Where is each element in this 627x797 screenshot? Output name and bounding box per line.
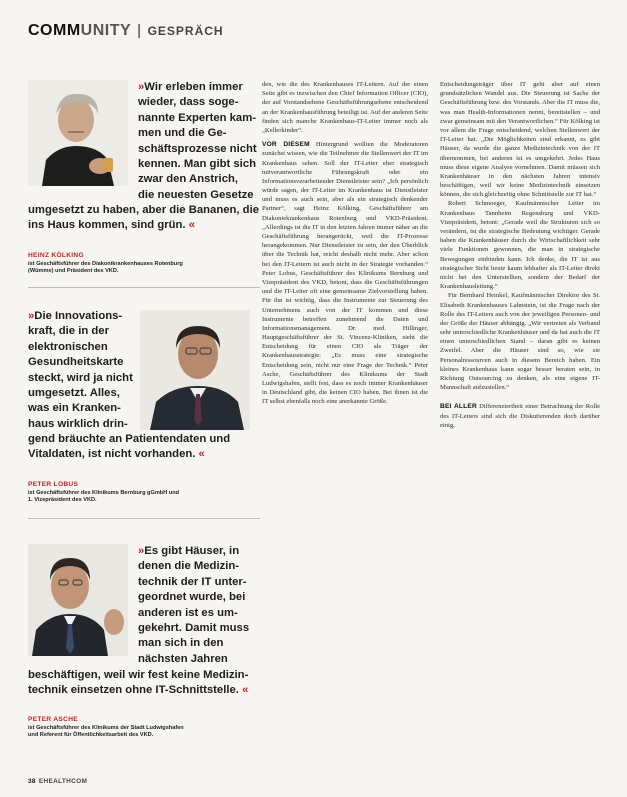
quote-line: man sich in den [138,637,224,650]
article-paragraph: Für Bernhard Heinkel, Kaufmännischer Direktor des St. Elisabeth Krankenhauses Lahnstein, ist die Frage nach der Rolle des IT-Leiters auch von der jeweiligen Personen- und der Größe der Häuser abhängig. „Wir vertreten als Verband sehr unterschiedliche Krankenhäuser und da hat auch die IT einen unterschiedlichen Stand – daran gibt es keinen Zweifel. Aber die Häuser sind so, wie sie Personalressourcen auch in diesem Bereich haben. Ein kleines Krankenhaus kann sogar besser beraten sein, in Richtung Outsourcing zu denken, als eine eigene IT-Mannschaft aufzustellen.“ [440,292,600,392]
quote-lobus-tail [28,432,260,463]
quote-line: wieder, dass soge- [138,96,239,109]
quote-line: geordnet wurde, bei [138,591,246,604]
quote-line: haus wirklich drin- [28,417,128,430]
quote-line: beschäftigen, weil wir fest keine Medizin- [28,669,249,681]
quote-line: nannte Experten kam- [138,111,257,124]
quote-line: Die Innovations- [34,310,123,322]
speaker-name-koelking: HEINZ KÖLKING [28,252,84,259]
quote-line: Es gibt Häuser, in [144,545,240,557]
open-quote-icon: » [138,81,145,93]
article-paragraph: VOR DIESEM Hintergrund wollten die Moderatoren zunächst wissen, wie die Teilnehmer die Stellenwert der IT im Krankenhaus sehen. Soll der IT-Leiter eher strategisch mitverantwortliche Führungskraft oder ein Informationsverarbeitender Dienstleister sein? „Ich persönlich würde sagen, der IT-Leiter im Krankenhaus ist Dienstleister und muss es auch sein, aber als ein strategisch denkender Partner“, sagt Heinz Kölking, Geschäftsführer am Diakoniekrankenhaus Rotenburg und VKD-Präsident. „Allerdings ist die IT in den letzten Jahren immer näher an die Geschäftsführung herangerückt, weil die IT-Prozesse herangekommen. Nur Dienstleister zu sein, der den Überblick über die Technik hat, reicht deshalb nicht mehr. Aber schon bei den IT-Leitern ist auch nicht in der Strategie vorhanden.“ Peter Lobus, Geschäftsführer des Klinikums Bernburg und Vizepräsident des VKD, betont, dass die Geschäftsführungen und die IT-Leiter oft eine gemeinsame Zielvorstellung haben. Für ihn ist wichtig, dass die Instrumente zur Steuerung des Unternehmens auch von der IT kommen und diese Instrumente betreffen zunehmend die Daten und Informationsmanagement. Dr. med. Hillinger, Hauptgeschäftsführer der St. Vincenz-Kliniken, sieht die Entscheidung für einen CIO als Träger der Krankenhausstrategie: „Es muss eine strategische Entscheidung sein, nicht nur eine Frage der Technik.“ Peter Asche, Geschäftsführer des Klinikums der Stadt Ludwigshafen, stellt fest, dass es noch immer Krankenhäuser in Deutschland gibt, die keinen CIO haben. Bei ihnen ist die IT selbst ebenfalls noch eine anerkannte Größe. [262,141,428,406]
quote-line: umgesetzt zu haben, aber die Bananen, die [28,204,260,216]
quote-lobus-intro [28,309,148,432]
quote-line: gend bräuchte an Patientendaten und [28,433,231,445]
speaker-role-koelking: ist Geschäftsführer des Diakonikrankenhauses Rotenburg (Wümme) und Präsident des VKD. [28,261,183,275]
quote-line: nächsten Jahren [138,652,228,665]
quote-line: anderen ist es um- [138,606,238,619]
speaker-role-lobus: ist Geschäftsführer des Klinikums Bernburg gGmbH und 1. Vizepräsident des VKD. [28,490,180,504]
quote-line: Gesundheitskarte [28,356,124,369]
quote-asche-intro [138,544,268,667]
quote-line: Vitaldaten, ist nicht vorhanden. [28,448,196,461]
magazine-name: EHEALTHCOM [38,778,88,785]
speaker-name-lobus: PETER LOBUS [28,481,79,488]
close-quote-icon: « [242,684,249,697]
divider [28,518,260,519]
portrait-photo-lobus [140,310,250,430]
quote-line: steckt, wird ja nicht [28,371,133,384]
quote-line: die neuesten Gesetze [138,188,254,201]
quote-line: kraft, die in der [28,325,109,338]
close-quote-icon: « [198,448,205,461]
header-separator: | [137,22,142,39]
section-header [28,22,224,40]
article-paragraph: BEI ALLER Differenziertheit einer Betrachtung der Rolle des IT-Leiters sind sich die Diskutierenden doch darüber einig, [440,403,600,429]
portrait-photo-asche [28,544,128,656]
portrait-photo-koelking [28,80,128,186]
quote-line: ins Haus kommen, sind grün. [28,219,186,232]
quote-line: was ein Kranken- [28,402,121,415]
speaker-role-asche: ist Geschäftsführer des Klinikums der Stadt Ludwigshafen und Referent für Öffentlichkeitsarbeit des VKD. [28,725,184,739]
quote-line: zwar den Anstrich, [138,173,239,186]
quote-line: elektronischen [28,340,108,353]
quote-line: men und die Ge- [138,127,227,140]
open-quote-icon: » [138,545,145,557]
article-column-middle [262,80,428,770]
quote-line: schäftsprozesse nicht [138,142,257,155]
quote-koelking-tail [28,203,260,234]
article-paragraph: den, wie die des Krankenhauses IT-Leitern. Auf der einen Seite gibt es inzwischen den Chief Information Officer (CIO), der auf Vorstandsebene Geschäftsführungsebene entscheidend an der Krankenhausführung beteiligt ist. Auf der anderen Seite finden sich manche Krankenhaus-IT-Leiter immer noch als „Kellerkinder“. [262,81,428,134]
quote-line: Wir erleben immer [144,81,243,93]
section-subtitle: GESPRÄCH [147,24,224,38]
quote-line: technik einsetzen ohne IT-Schnittstelle. [28,684,239,697]
quote-line: umgesetzt. Alles, [28,387,120,400]
quote-line: gekehrt. Damit muss [138,622,250,635]
quote-line: kennen. Man gibt sich [138,158,257,171]
quote-asche-tail [28,668,262,699]
page-footer [28,778,87,785]
quote-line: technik der IT unter- [138,575,247,588]
article-paragraph: Entscheidungsträger über IT geht aber auf einen grundsätzlichen Wandel aus. Die Steuerung ist Sache der Geschäftsführung bzw. des Vorstands. Aber die IT muss die, was man Health-Informationen nennt, bereitstellen – und zwar gemeinsam mit den Verantwortlichen.“ Für Kölking ist vor allem die Frage entscheidend, welchen Stellenwert der IT-Leiter hat. „Die Möglichkeiten sind erkannt, es gibt Häuser, da wurde die ganze Medizintechnik von der IT übernommen, bei anderen ist es umgekehrt. Jedes Haus muss diese eigene Analyse vornehmen. Damit müssen sich Krankenhäuser in den nächsten Jahren intensiv beschäftigen, weil wir keine Medizintechnik einsetzen können, die sich gleichzeitig ohne Schnittstelle zur IT hat.“ [440,81,600,199]
page-number: 38 [28,778,36,785]
article-paragraph: Robert Schmoeger, Kaufmännischer Leiter im Krankenhaus Tannheim Regensburg und VKD-Vizepräsident, betont: „Gerade weil die Strukturen sich so verändern, ist die strategische Bedeutung wichtiger. Gerade haben die Krankenhäuser durch die Wirtschaftlichkeit sehr viele Funktionen gewonnen, die man in strategische Bewegungen einbinden kann. Ich denke, die IT ist aus strategischer Sicht heute kaum lebhafter als IT-Leiter direkt nicht bei den Unterstellten, sondern der Bedarf der Krankenhausleitung.“ [440,200,600,291]
article-column-right [440,80,600,770]
quote-line: denen die Medizin- [138,560,240,573]
close-quote-icon: « [188,219,195,232]
open-quote-icon: » [28,310,35,322]
section-title: COMMUNITY [28,22,132,39]
divider [28,287,260,288]
speaker-name-asche: PETER ASCHE [28,716,78,723]
